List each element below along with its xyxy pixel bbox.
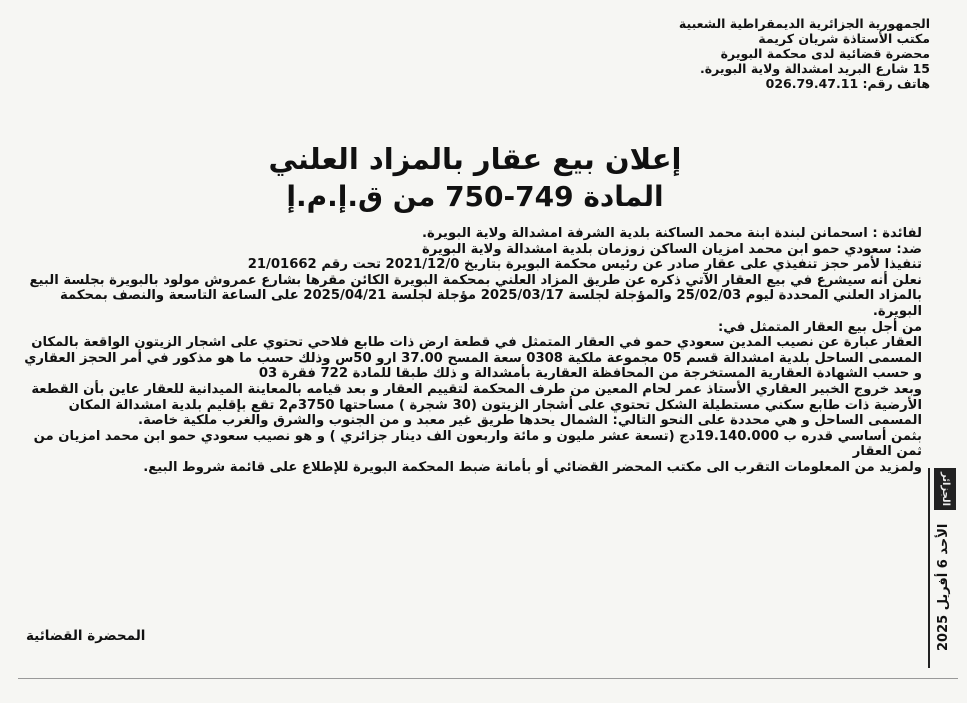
publication-date: الأحد 6 أفريل 2025 — [936, 523, 951, 651]
notice-title — [240, 142, 710, 214]
newspaper-logo-box: الجزائر — [934, 468, 956, 510]
header-phone — [560, 76, 930, 91]
auction-date-paragraph: نعلن أنه سيشرع في بيع العقار الآتي ذكره عن طريق المزاد العلني بمحكمة البويرة الكائن مقرها بشارع عمروش مولود بالبويرة بجلسة البيع بالمزاد العلني المحددة ليوم 25/02/03 والمؤجلة لجلسة 2025/03/17 مؤجلة لجلسة 2025/04/21 على الساعة التاسعة والنصف بمحكمة البويرة. — [29, 272, 922, 319]
issuer-header — [560, 16, 930, 91]
seizure-order-paragraph: تنفيذا لأمر حجز تنفيذي على عقار صادر عن رئيس محكمة البويرة بتاريخ 2021/12/0 تحت رقم 21/01662 — [247, 257, 922, 273]
property-heading: من أجل بيع العقار المتمثل في: — [717, 319, 922, 335]
phone-number: 026.79.47.11 — [765, 76, 859, 91]
notice-body — [22, 226, 922, 476]
page-bottom-divider — [18, 678, 958, 679]
base-price-paragraph: بثمن أساسي قدره ب 19.140.000دج (تسعة عشر مليون و مائة واربعون الف دينار جزائري ) و هو نصيب سعودي حمو ابن محمد امزيان من ثمن العقار — [33, 428, 922, 460]
phone-label: هاتف رقم: — [862, 76, 930, 91]
beneficiary-paragraph: لفائدة : اسحمانن لبندة ابنة محمد الساكنة بلدية الشرفة امشدالة ولاية البويرة. — [422, 226, 922, 241]
property-description: العقار عبارة عن نصيب المدين سعودي حمو في العقار المتمثل في قطعة ارض ذات طابع فلاحي تحتوي على اشجار الزيتون الواقعة بالمكان المسمى الساحل بلدية امشدالة قسم 05 مجموعة ملكية 0308 سعة المسح 37.00 ارو 50س وذلك حسب ما هو مذكور في أمر الحجز العقاري و حسب الشهادة العقارية المستخرجة من المحافظة العقارية بأمشدالة و ذلك طبقا للمادة 722 فقرة 03 — [24, 335, 922, 382]
more-info-paragraph: ولمزيد من المعلومات التقرب الى مكتب المحضر القضائي أو بأمانة ضبط المحكمة البويرة للإطلاع على قائمة شروط البيع. — [143, 459, 922, 475]
debtor-paragraph: ضد: سعودي حمو ابن محمد امزيان الساكن زوزمان بلدية امشدالة ولاية البويرة — [421, 241, 922, 257]
title-main: إعلان بيع عقار بالمزاد العلني — [268, 142, 682, 176]
header-court: محضرة قضائية لدى محكمة البويرة — [720, 46, 930, 61]
header-address: 15 شارع البريد امشدالة ولاية البويرة. — [699, 61, 930, 76]
expert-report-paragraph: وبعد خروج الخبير العقاري الأستاذ عمر لحام المعين من طرف المحكمة لتقييم العقار و بعد قيامه بالمعاينة الميدانية للعقار عاين بأن القطعة الأرضية ذات طابع سكني مستطيلة الشكل تحتوي على أشجار الزيتون (30 شجرة ) مساحتها 3750م2 تقع بإقليم بلدية امشدالة المكان المسمى الساحل و هي محددة على النحو التالي: الشمال يحدها طريق غير معبد و من الجنوب والشرق والغرب ملكية خاصة. — [31, 381, 922, 429]
header-republic: الجمهورية الجزائرية الديمقراطية الشعبية — [678, 16, 930, 31]
title-article: المادة 749-750 من ق.إ.م.إ — [286, 180, 664, 213]
signature: المحضرة القضائية — [26, 628, 146, 644]
header-office: مكتب الأستاذة شريان كريمة — [758, 31, 930, 46]
